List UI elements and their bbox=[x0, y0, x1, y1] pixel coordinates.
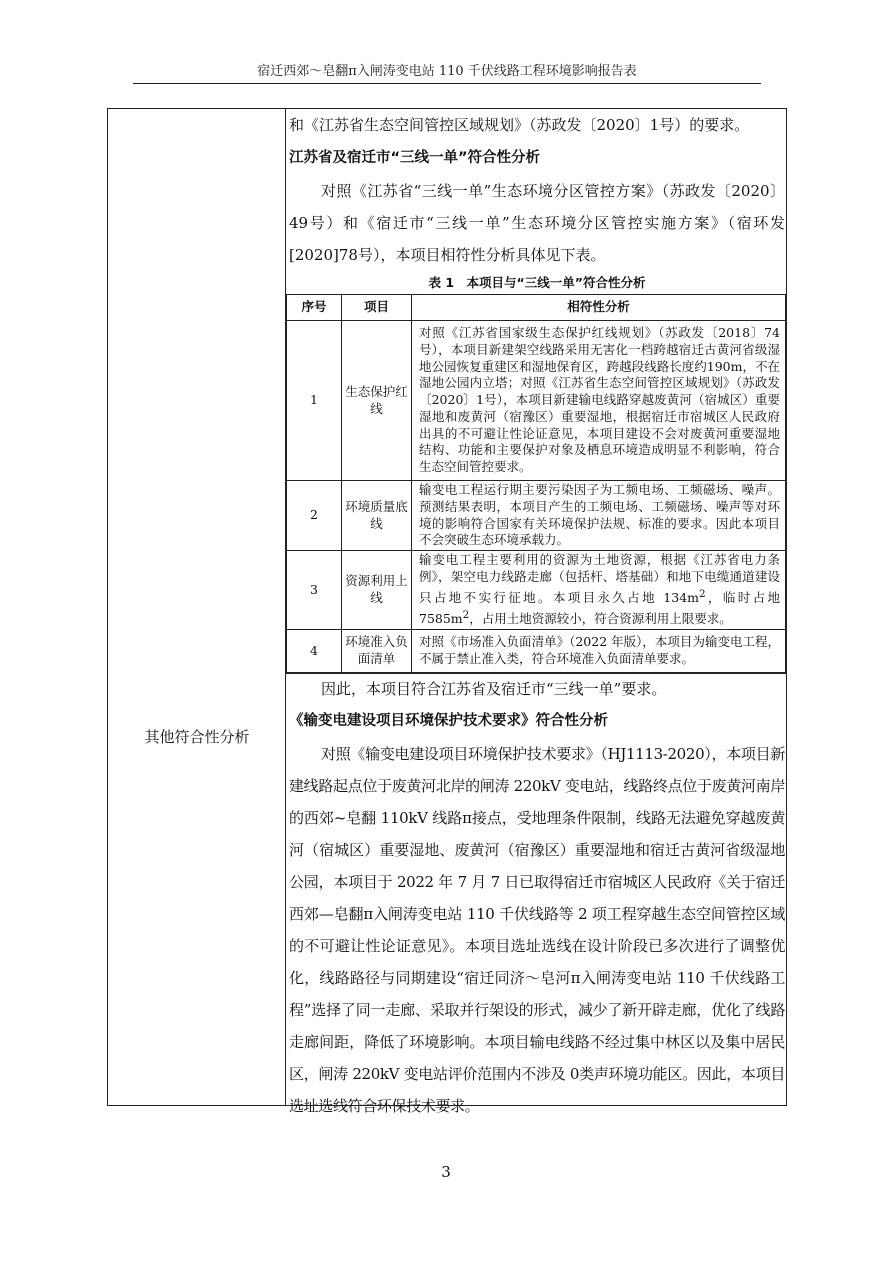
paragraph-3: 因此，本项目符合江苏省及宿迁市“三线一单”要求。 bbox=[321, 680, 667, 699]
table-row bbox=[287, 321, 786, 481]
row-analysis: 对照《市场准入负面清单》（2022 年版），本项目为输变电工程，不属于禁止准入类，符合环境准入负面清单要求。 bbox=[412, 629, 786, 673]
row-analysis: 输变电工程运行期主要污染因子为工频电场、工频磁场、噪声。预测结果表明，本项目产生的工频电场、工频磁场、噪声等对环境的影响符合国家有关环境保护法规、标准的要求。因此本项目不会突破生态环境承载力。 bbox=[412, 481, 786, 551]
row-item: 环境质量底线 bbox=[342, 481, 412, 551]
paragraph-2: 对照《江苏省“三线一单”生态环境分区管控方案》（苏政发〔2020〕49号）和《宿迁市“三线一单”生态环境分区管控实施方案》（宿环发[2020]78号），本项目相符性分析具体见下表。 bbox=[289, 182, 785, 264]
compliance-subtable bbox=[286, 294, 786, 674]
row-item: 资源利用上线 bbox=[342, 551, 412, 630]
superscript: 2 bbox=[699, 587, 706, 600]
paragraph-4: 对照《输变电建设项目环境保护技术要求》（HJ1113-2020），本项目新建线路起点位于废黄河北岸的闸涛 220kV 变电站，线路终点位于废黄河南岸的西郊~皂翻 110kV 线路π接点，受地理条件限制，线路无法避免穿越废黄河（宿城区）重要湿地、废黄河（宿豫区）重要湿地和宿迁古黄河省级湿地公园，本项目于 2022 年 7 月 7 日已取得宿迁市宿城区人民政府《关于宿迁西郊—皂翻π入闸涛变电站 110 千伏线路等 2 项工程穿越生态空间管控区域的不可避让性论证意见》。本项目选址选线在设计阶段已多次进行了调整优化，线路路径与同期建设“宿迁同济～皂河π入闸涛变电站 110 千伏线路工程”选择了同一走廊、采取并行架设的形式，减少了新开辟走廊，优化了线路走廊间距，降低了环境影响。本项目输电线路不经过集中林区以及集中居民区，闸涛 220kV 变电站评价范围内不涉及 0类声环境功能区。因此，本项目选址选线符合环保技术要求。 bbox=[289, 745, 785, 1116]
row-analysis: 对照《江苏省国家级生态保护红线规划》（苏政发〔2018〕74号），本项目新建架空线路采用无害化一档跨越宿迁古黄河省级湿地公园恢复重建区和湿地保育区，跨越段线路长度约190m，不在湿地公园内立塔；对照《江苏省生态空间管控区域规划》（苏政发〔2020〕1号），本项目新建输电线路穿越废黄河（宿城区）重要湿地和废黄河（宿豫区）重要湿地，根据宿迁市宿城区人民政府出具的不可避让性论证意见，本项目建设不会对废黄河重要湿地结构、功能和主要保护对象及栖息环境造成明显不利影响，符合生态空间管控要求。 bbox=[412, 321, 786, 481]
heading-technical-requirements: 《输变电建设项目环境保护技术要求》符合性分析 bbox=[289, 713, 608, 730]
header-title: 宿迁西郊～皂翻π入闸涛变电站 110 千伏线路工程环境影响报告表 bbox=[257, 64, 637, 79]
row-analysis bbox=[412, 551, 786, 630]
row-no: 4 bbox=[287, 629, 342, 673]
header-analysis: 相符性分析 bbox=[412, 295, 786, 321]
table-row bbox=[287, 551, 786, 630]
superscript: 2 bbox=[462, 608, 470, 621]
header-no: 序号 bbox=[287, 295, 342, 321]
compliance-table bbox=[107, 108, 787, 1116]
right-column bbox=[286, 109, 785, 1116]
table-row bbox=[287, 629, 786, 673]
row-no: 1 bbox=[287, 321, 342, 481]
section-label: 其他符合性分析 bbox=[144, 728, 250, 746]
row-analysis-part: ，占用土地资源较小，符合资源利用上限要求。 bbox=[469, 610, 732, 626]
heading-three-lines: 江苏省及宿迁市“三线一单”符合性分析 bbox=[289, 150, 541, 166]
page-header bbox=[133, 62, 761, 84]
row-item: 生态保护红线 bbox=[342, 321, 412, 481]
row-item: 环境准入负面清单 bbox=[342, 629, 412, 673]
paragraph-1: 和《江苏省生态空间管控区域规划》（苏政发〔2020〕1号）的要求。 bbox=[289, 116, 750, 134]
row-no: 2 bbox=[287, 481, 342, 551]
table-row bbox=[287, 481, 786, 551]
page-number: 3 bbox=[441, 1163, 451, 1181]
header-item: 项目 bbox=[342, 295, 412, 321]
row-analysis-part: 输变电工程主要利用的资源为土地资源，根据《江苏省电力条例》，架空电力线路走廊（包括杆、塔基础）和地下电缆通道建设只占地不实行征地。本项目永久占地 134m bbox=[419, 552, 780, 605]
row-no: 3 bbox=[287, 551, 342, 630]
left-column bbox=[108, 109, 286, 1105]
row-analysis-part: ，临时占地7585m bbox=[419, 589, 780, 626]
table-title: 表 1 本项目与“三线一单”符合性分析 bbox=[428, 275, 646, 290]
table-header-row bbox=[287, 295, 786, 321]
